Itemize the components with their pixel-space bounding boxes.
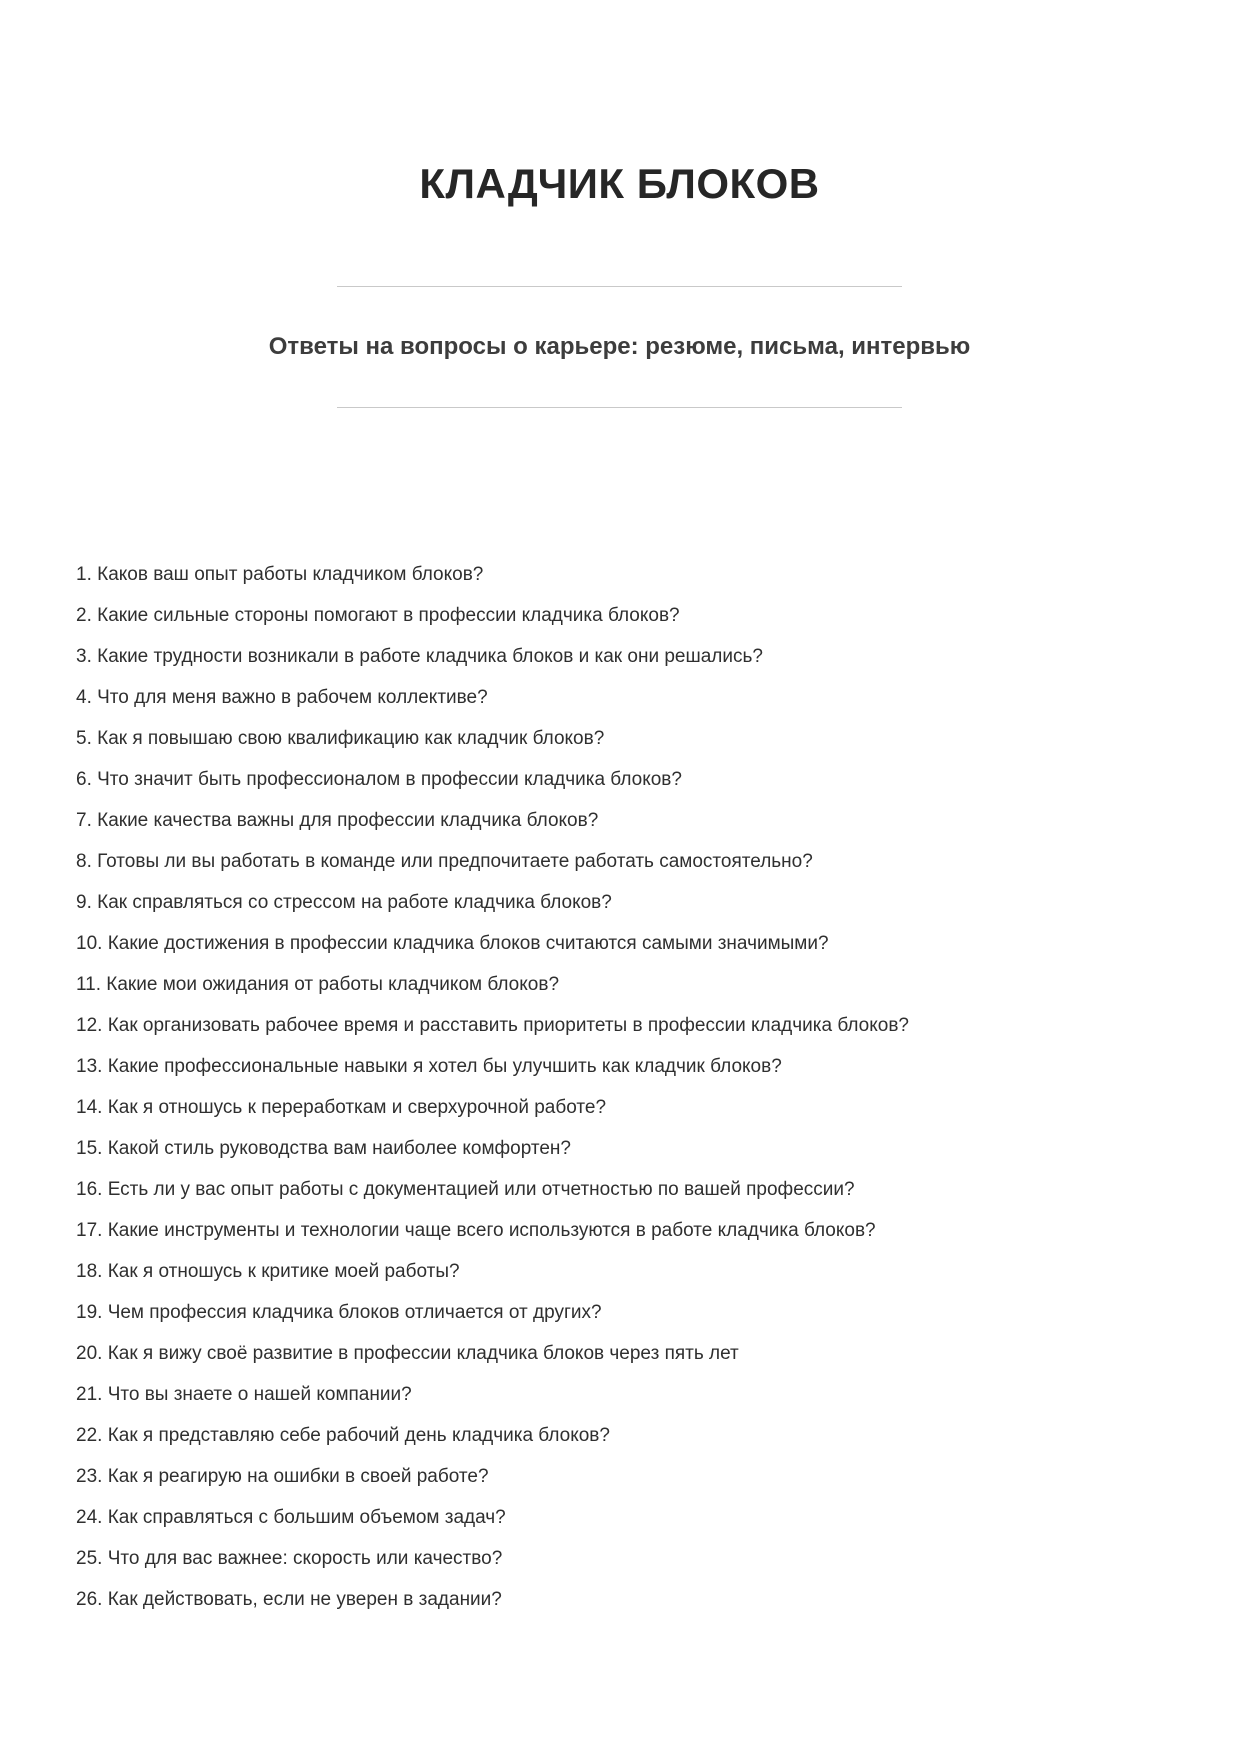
divider-bottom: [337, 407, 902, 408]
question-item: 11. Какие мои ожидания от работы кладчиком блоков?: [76, 974, 560, 995]
question-item: 16. Есть ли у вас опыт работы с документацией или отчетностью по вашей профессии?: [76, 1179, 855, 1200]
question-item: 19. Чем профессия кладчика блоков отличается от других?: [76, 1302, 602, 1323]
question-item: 24. Как справляться с большим объемом задач?: [76, 1507, 506, 1528]
question-item: 6. Что значит быть профессионалом в профессии кладчика блоков?: [76, 769, 682, 790]
question-item: 9. Как справляться со стрессом на работе кладчика блоков?: [76, 892, 612, 913]
question-item: 13. Какие профессиональные навыки я хотел бы улучшить как кладчик блоков?: [76, 1056, 782, 1077]
question-item: 4. Что для меня важно в рабочем коллективе?: [76, 687, 488, 708]
question-item: 26. Как действовать, если не уверен в задании?: [76, 1589, 502, 1610]
question-item: 5. Как я повышаю свою квалификацию как кладчик блоков?: [76, 728, 605, 749]
question-item: 2. Какие сильные стороны помогают в профессии кладчика блоков?: [76, 605, 680, 626]
question-item: 17. Какие инструменты и технологии чаще всего используются в работе кладчика блоков?: [76, 1220, 876, 1241]
question-list: [76, 560, 1163, 1614]
question-item: 25. Что для вас важнее: скорость или качество?: [76, 1548, 503, 1569]
question-item: 1. Каков ваш опыт работы кладчиком блоков?: [76, 564, 484, 585]
page-title: КЛАДЧИК БЛОКОВ: [419, 160, 820, 207]
question-item: 8. Готовы ли вы работать в команде или предпочитаете работать самостоятельно?: [76, 851, 813, 872]
divider-top: [337, 286, 902, 287]
question-item: 18. Как я отношусь к критике моей работы?: [76, 1261, 460, 1282]
question-item: 23. Как я реагирую на ошибки в своей работе?: [76, 1466, 489, 1487]
question-item: 15. Какой стиль руководства вам наиболее комфортен?: [76, 1138, 571, 1159]
question-item: 7. Какие качества важны для профессии кладчика блоков?: [76, 810, 599, 831]
page-subtitle: Ответы на вопросы о карьере: резюме, письма, интервью: [268, 333, 971, 360]
question-item: 21. Что вы знаете о нашей компании?: [76, 1384, 412, 1405]
question-item: 22. Как я представляю себе рабочий день кладчика блоков?: [76, 1425, 610, 1446]
question-item: 14. Как я отношусь к переработкам и сверхурочной работе?: [76, 1097, 607, 1118]
question-item: 20. Как я вижу своё развитие в профессии кладчика блоков через пять лет: [76, 1343, 739, 1364]
question-item: 3. Какие трудности возникали в работе кладчика блоков и как они решались?: [76, 646, 763, 667]
question-item: 10. Какие достижения в профессии кладчика блоков считаются самыми значимыми?: [76, 933, 829, 954]
question-item: 12. Как организовать рабочее время и расставить приоритеты в профессии кладчика блоков?: [76, 1015, 909, 1036]
